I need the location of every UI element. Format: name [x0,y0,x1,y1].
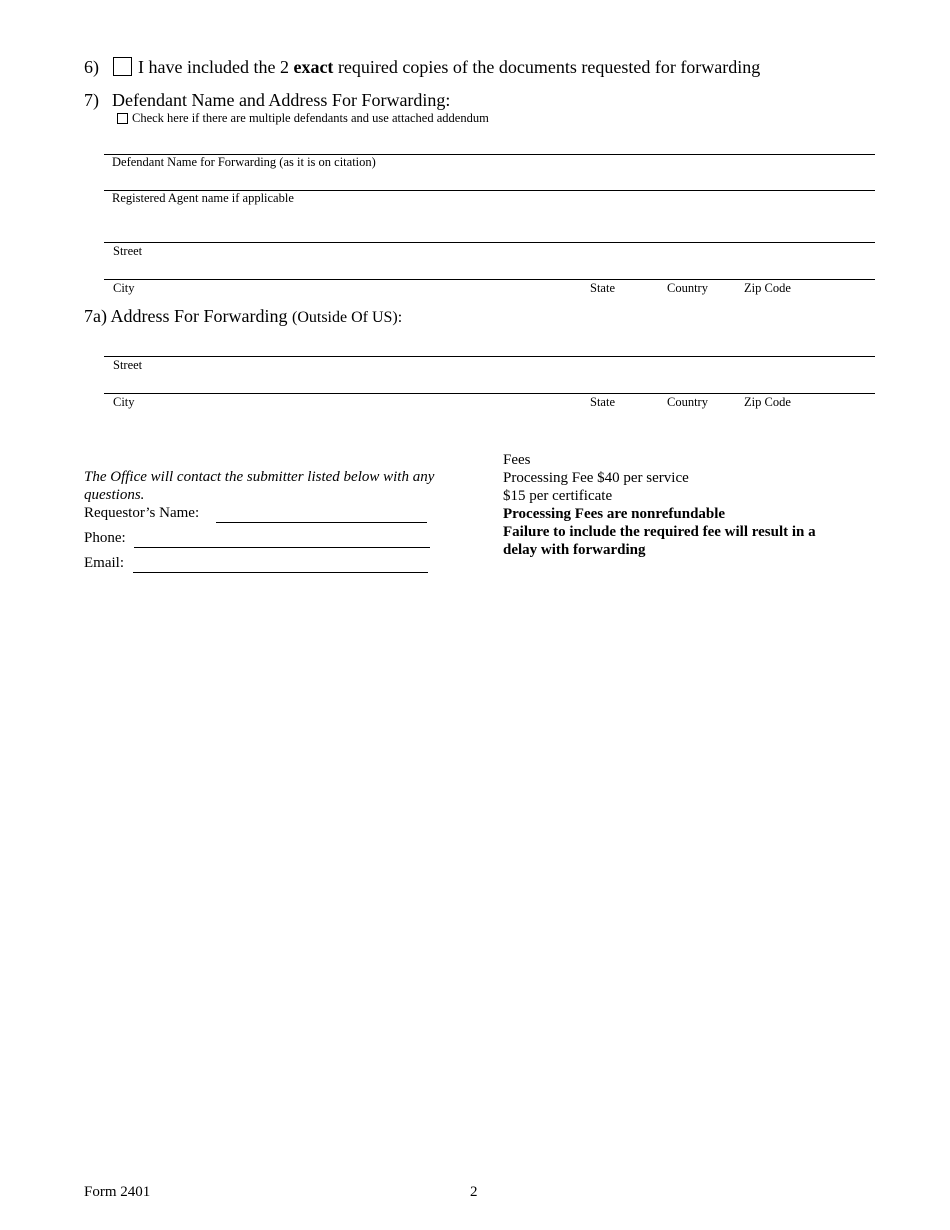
defendant-name-label: Defendant Name for Forwarding (as it is on citation) [112,155,376,169]
requestor-name-field[interactable] [216,522,427,523]
street-label: Street [113,244,143,258]
page-number: 2 [470,1184,478,1200]
item-7-number: 7) [84,90,99,110]
email-label: Email: [84,555,124,571]
fee-warning-line-1: Failure to include the required fee will result in a [503,524,816,540]
multiple-defendants-label: Check here if there are multiple defendants and use attached addendum [132,111,489,125]
foreign-street-label: Street [113,358,143,372]
item-7-title: Defendant Name and Address For Forwarding: [112,90,451,110]
foreign-city-label: City [113,395,135,409]
foreign-street-line[interactable] [104,356,875,357]
phone-label: Phone: [84,530,126,546]
contact-note-line-1: The Office will contact the submitter listed below with any [84,469,435,485]
foreign-city-state-zip-line[interactable] [104,393,875,394]
item-7a-title-main: 7a) Address For Forwarding [84,306,292,326]
item-6-text [138,57,760,78]
requestor-name-label: Requestor’s Name: [84,505,200,521]
city-state-zip-line[interactable] [104,279,875,280]
form-number: Form 2401 [84,1184,151,1200]
phone-field[interactable] [134,547,430,548]
fee-warning-line-2: delay with forwarding [503,542,646,558]
email-field[interactable] [133,572,428,573]
registered-agent-label: Registered Agent name if applicable [112,191,294,205]
item-6-text-after: required copies of the documents requested for forwarding [333,57,761,77]
item-6-number: 6) [84,57,99,77]
state-label: State [590,281,615,295]
country-label: Country [667,281,708,295]
item-7a-title [84,306,402,327]
item-6-text-bold: exact [293,57,334,77]
certificate-fee-text: $15 per certificate [503,488,613,504]
nonrefundable-notice: Processing Fees are nonrefundable [503,506,726,522]
item-7a-title-paren: (Outside Of US): [291,309,403,326]
foreign-state-label: State [590,395,615,409]
foreign-zip-code-label: Zip Code [744,395,791,409]
item-6-text-before: I have included the 2 [138,57,294,77]
contact-note-line-2: questions. [84,487,145,503]
fees-heading: Fees [503,452,531,468]
item-6-checkbox[interactable] [113,57,132,76]
zip-code-label: Zip Code [744,281,791,295]
foreign-country-label: Country [667,395,708,409]
processing-fee-text: Processing Fee $40 per service [503,470,689,486]
city-label: City [113,281,135,295]
street-line[interactable] [104,242,875,243]
multiple-defendants-checkbox[interactable] [117,113,128,124]
